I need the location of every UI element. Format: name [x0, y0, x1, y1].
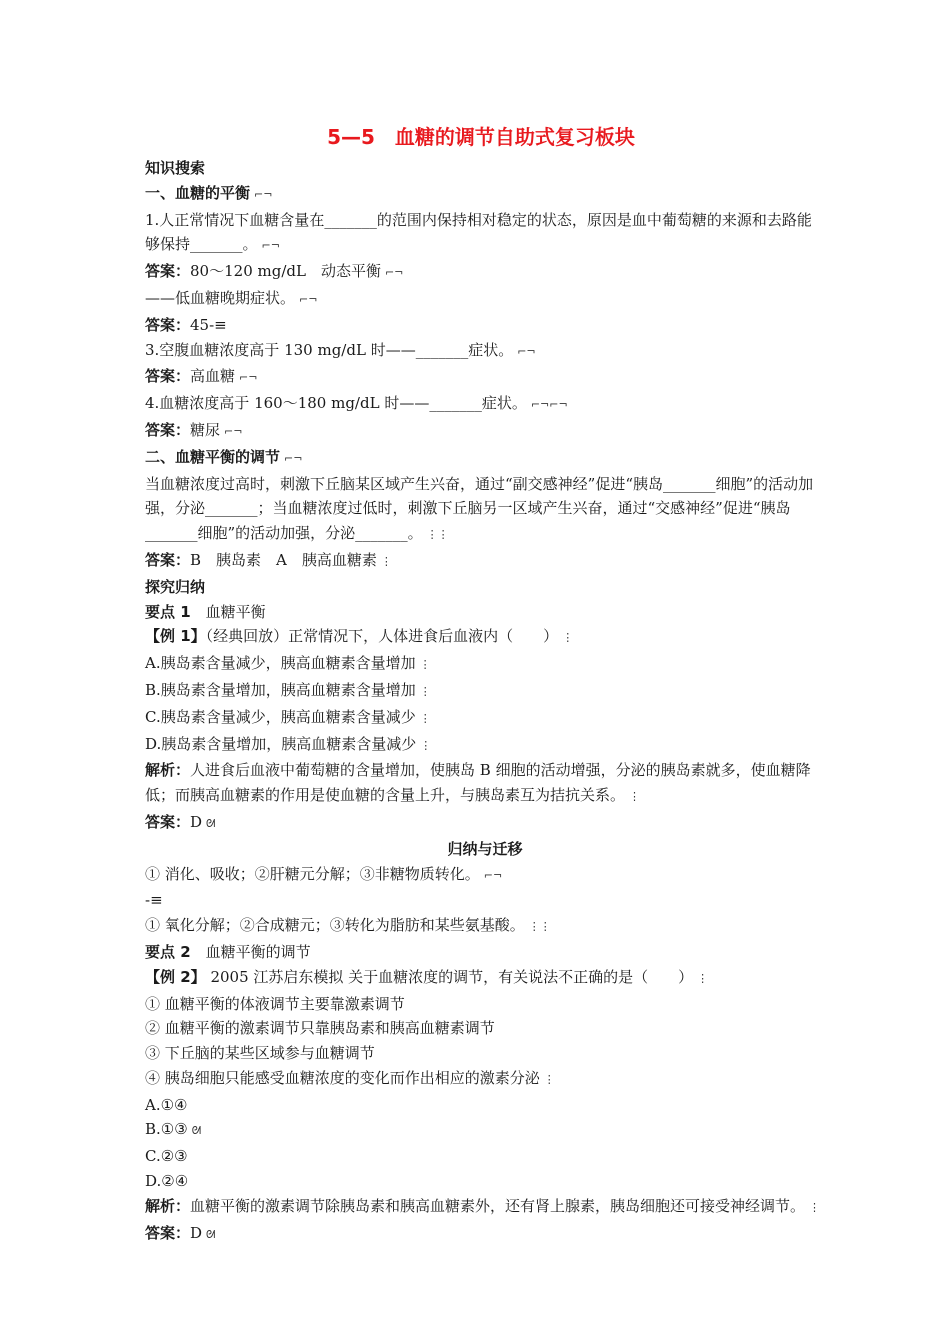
- line-text: 高血糖: [190, 367, 236, 386]
- line-text: 80～120 mg/dL 动态平衡: [190, 262, 381, 281]
- line-text: 人进食后血液中葡萄糖的含量增加，使胰岛 B 细胞的活动增强，分泌的胰岛素就多，使血糖降低；而胰高血糖素的作用是使血糖的含量上升，与胰岛素互为拮抗关系。: [145, 761, 811, 805]
- artifact-mark: ⋮: [809, 1200, 821, 1214]
- line-text: D.②④: [145, 1172, 189, 1191]
- line-text: 2005 江苏启东模拟 关于血糖浓度的调节，有关说法不正确的是（ ）: [205, 967, 694, 986]
- text-line: [145, 862, 825, 889]
- line-text: A.胰岛素含量减少，胰高血糖素含量增加: [145, 654, 416, 673]
- text-line: [145, 391, 825, 418]
- text-line: [145, 1169, 825, 1194]
- line-text: C.胰岛素含量减少，胰高血糖素含量减少: [145, 707, 416, 726]
- artifact-mark: ⌐¬: [299, 292, 318, 306]
- line-text: D: [190, 1223, 203, 1242]
- text-line: [145, 1016, 825, 1041]
- line-text: 45-≡: [190, 315, 227, 334]
- text-line: [145, 445, 825, 472]
- line-text: B 胰岛素 A 胰高血糖素: [190, 550, 377, 569]
- line-text: C.②③: [145, 1147, 188, 1166]
- artifact-mark: ⌐¬: [517, 344, 536, 358]
- text-line: [145, 156, 825, 181]
- artifact-mark: ⋮⋮: [528, 920, 551, 934]
- text-line: [145, 624, 825, 651]
- text-line: [145, 338, 825, 365]
- text-line: [145, 259, 825, 286]
- artifact-mark: ⌐¬: [224, 424, 243, 438]
- text-line: [145, 600, 825, 625]
- document-page: [145, 120, 825, 1247]
- text-line: [145, 888, 825, 913]
- line-label: 答案：: [145, 367, 191, 386]
- line-text: ——低血糖晚期症状。: [145, 288, 296, 307]
- line-label: 要点 1: [145, 602, 191, 621]
- artifact-mark: ⌐¬⌐¬: [530, 398, 568, 412]
- artifact-mark: ᘛ: [191, 1124, 202, 1138]
- line-label: 答案：: [145, 1223, 191, 1242]
- line-text: 当血糖浓度过高时，刺激下丘脑某区域产生兴奋，通过“副交感神经”促进“胰岛_______细胞”的活动加强，分泌_______；当血糖浓度过低时，刺激下丘脑另一区域产生兴奋，通过“交感神经”促进“胰岛_______细胞”的活动加强，分泌_______。: [145, 474, 814, 543]
- text-line: [145, 418, 825, 445]
- document-body: [145, 156, 825, 1247]
- line-text: 知识搜索: [145, 159, 206, 177]
- text-line: [145, 810, 825, 837]
- line-text: 血糖平衡的调节: [190, 942, 311, 961]
- artifact-mark: ⋮: [380, 554, 392, 568]
- text-line: [145, 940, 825, 965]
- text-line: [145, 1093, 825, 1118]
- artifact-mark: ⋮: [697, 971, 709, 985]
- text-line: [145, 208, 825, 260]
- artifact-mark: ⋮: [419, 684, 431, 698]
- artifact-mark: ⋮: [543, 1072, 555, 1086]
- text-line: [145, 1221, 825, 1248]
- artifact-mark: ⋮: [419, 658, 431, 672]
- line-text: 一、血糖的平衡: [145, 183, 251, 202]
- text-line: [145, 705, 825, 732]
- text-line: [145, 575, 825, 600]
- line-text: A.①④: [145, 1095, 188, 1114]
- line-text: -≡: [145, 891, 163, 910]
- document-title: 5—5 血糖的调节自助式复习板块: [327, 125, 635, 149]
- line-text: 3.空腹血糖浓度高于 130 mg/dL 时——_______症状。: [145, 340, 514, 359]
- line-text: 探究归纳: [145, 577, 206, 596]
- line-label: 答案：: [145, 550, 191, 569]
- line-label: 答案：: [145, 262, 191, 281]
- line-text: ② 血糖平衡的激素调节只靠胰岛素和胰高血糖素调节: [145, 1019, 495, 1038]
- artifact-mark: ⌐¬: [261, 239, 280, 253]
- text-line: [145, 758, 825, 810]
- line-text: 糖尿: [190, 420, 221, 439]
- text-line: [145, 913, 825, 940]
- line-text: ③ 下丘脑的某些区域参与血糖调节: [145, 1044, 375, 1063]
- text-line: [145, 1194, 825, 1221]
- text-line: [145, 837, 825, 862]
- artifact-mark: ⌐¬: [384, 266, 404, 280]
- line-label: 解析：: [145, 1196, 191, 1215]
- text-line: [145, 472, 825, 548]
- text-line: [145, 286, 825, 313]
- text-line: [145, 313, 825, 338]
- text-line: [145, 1066, 825, 1093]
- text-line: [145, 651, 825, 678]
- artifact-mark: ᘛ: [206, 816, 216, 830]
- text-line: [145, 548, 825, 575]
- line-label: 解析：: [145, 761, 191, 780]
- line-text: B.①③: [145, 1120, 188, 1139]
- line-text: 1.人正常情况下血糖含量在_______的范围内保持相对稳定的状态，原因是血中葡萄糖的来源和去路能够保持_______。: [145, 210, 812, 254]
- text-line: [145, 1041, 825, 1066]
- text-line: [145, 732, 825, 759]
- artifact-mark: ⋮: [419, 711, 431, 725]
- line-text: （经典回放）正常情况下，人体进食后血液内（ ）: [205, 627, 559, 646]
- line-text: D.胰岛素含量增加，胰高血糖素含量减少: [145, 734, 417, 753]
- line-text: 血糖平衡: [190, 602, 266, 621]
- text-line: [145, 992, 825, 1017]
- artifact-mark: ⋮: [562, 631, 574, 645]
- text-line: [145, 1117, 825, 1144]
- text-line: [145, 364, 825, 391]
- line-text: 4.血糖浓度高于 160～180 mg/dL 时——_______症状。: [145, 394, 527, 413]
- artifact-mark: ⋮⋮: [426, 528, 449, 542]
- line-label: 答案：: [145, 812, 191, 831]
- line-text: 二、血糖平衡的调节: [145, 447, 281, 466]
- line-label: 【例 1】: [145, 627, 206, 646]
- artifact-mark: ⌐¬: [239, 371, 258, 385]
- line-text: D: [190, 812, 203, 831]
- text-line: [145, 965, 825, 992]
- text-line: [145, 1144, 825, 1169]
- text-line: [145, 181, 825, 208]
- line-text: 血糖平衡的激素调节除胰岛素和胰高血糖素外，还有肾上腺素，胰岛细胞还可接受神经调节。: [190, 1196, 806, 1215]
- artifact-mark: ⌐¬: [483, 868, 503, 882]
- artifact-mark: ⌐¬: [284, 451, 303, 465]
- line-text: 归纳与迁移: [447, 839, 523, 858]
- line-text: ① 血糖平衡的体液调节主要靠激素调节: [145, 994, 405, 1013]
- line-text: ④ 胰岛细胞只能感受血糖浓度的变化而作出相应的激素分泌: [145, 1068, 540, 1087]
- artifact-mark: ⋮: [629, 790, 641, 804]
- line-label: 要点 2: [145, 942, 191, 961]
- line-text: ① 消化、吸收；②肝糖元分解；③非糖物质转化。: [145, 864, 480, 883]
- artifact-mark: ᘛ: [206, 1227, 216, 1241]
- line-text: B.胰岛素含量增加，胰高血糖素含量增加: [145, 680, 416, 699]
- artifact-mark: ⌐¬: [254, 187, 273, 201]
- line-label: 答案：: [145, 420, 191, 439]
- artifact-mark: ⋮: [420, 738, 432, 752]
- line-label: 【例 2】: [145, 967, 206, 986]
- text-line: [145, 678, 825, 705]
- line-label: 答案：: [145, 315, 191, 334]
- line-text: ① 氧化分解；②合成糖元；③转化为脂肪和某些氨基酸。: [145, 916, 525, 935]
